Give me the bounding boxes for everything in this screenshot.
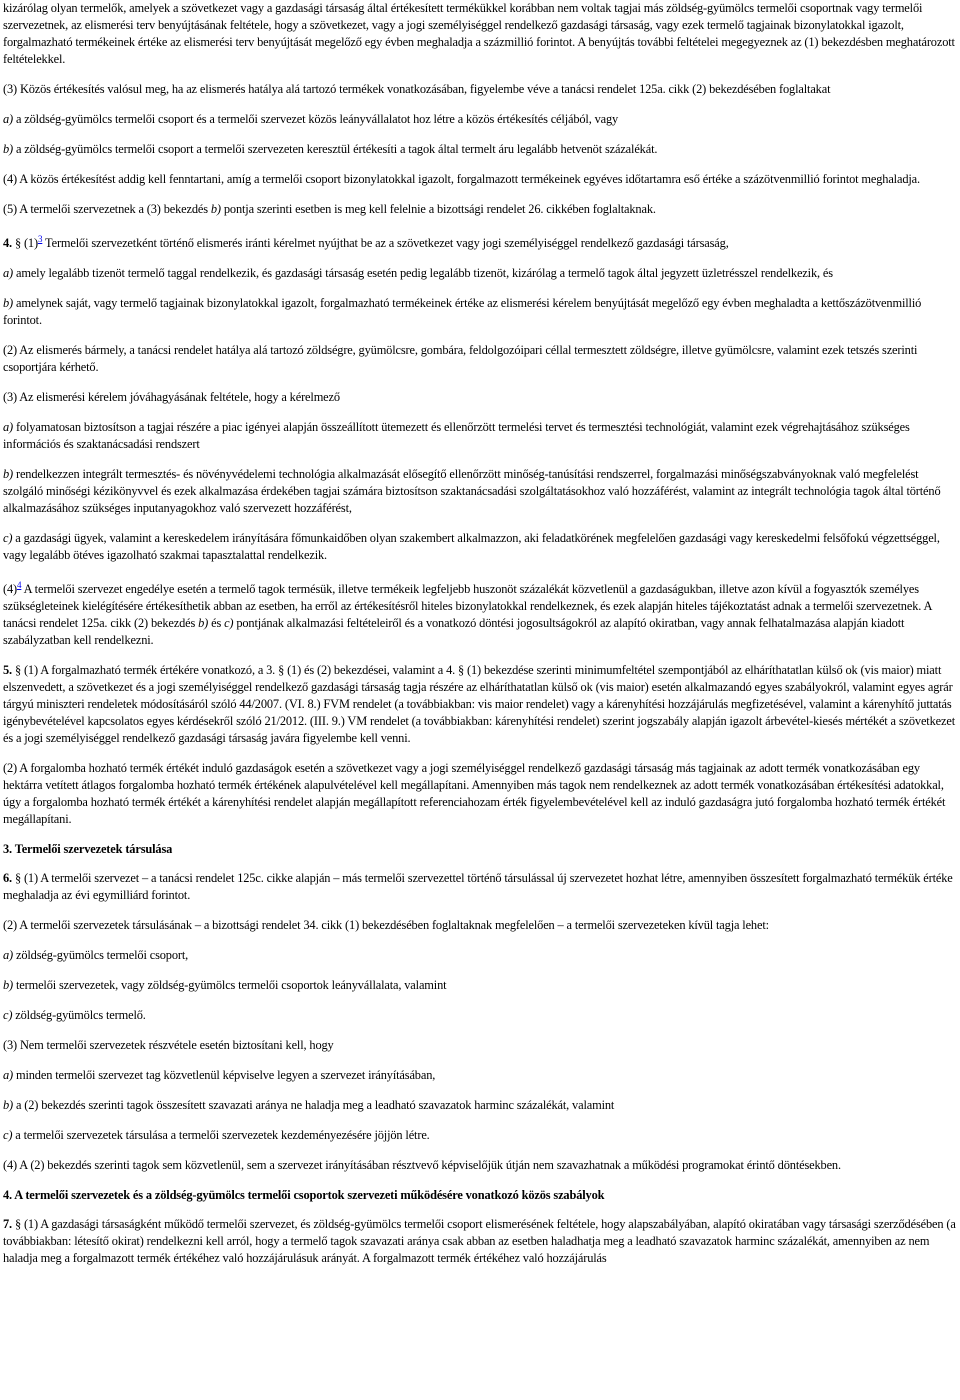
text-run: amelynek saját, vagy termelő tagjainak bizonylatokkal igazolt, forgalmazható termékeinek értéke az elismerési kérelem benyújtását megelőző egy évben meghaladta a kettőszázötvenmillió forintot. bbox=[3, 296, 922, 328]
paragraph bbox=[3, 419, 957, 453]
text-run: amely legalább tizenöt termelő taggal rendelkezik, és gazdasági társaság esetén pedig legalább tizenöt, kizárólag a termelő tagok által jegyzett üzletrésszel rendelkezik, és bbox=[13, 266, 833, 281]
text-run: § (1) A gazdasági társaságként működő termelői szervezet, és zöldség-gyümölcs termelői csoport elismerésének feltétele, hogy alapszabályában, alapító okiratában vagy társasági szerződésében (a továbbiakban: létesítő okirat) rendelkezni kell arról, hogy a termelő tagok szavazati aránya csak abban az esetben haladhatja meg a leadható szavazatok harminc százalékát, amennyiben az nem haladja meg a forgalmazott termék értékéhez való hozzájárulásuk arányát. A forgalmazott termék értékéhez való hozzájárulás bbox=[3, 1217, 956, 1266]
text-run: a gazdasági ügyek, valamint a kereskedelem irányítására főmunkaidőben olyan szakembert alkalmazzon, aki feladatkörének megfelelően gazdasági vagy kereskedelmi felsőfokú végzettséggel, vagy legalább ötéves igazolható szakmai tapasztalattal rendelkezik. bbox=[3, 531, 940, 563]
paragraph bbox=[3, 530, 957, 564]
paragraph bbox=[3, 141, 957, 158]
text-run: és bbox=[208, 616, 225, 631]
text-run: § (1) A termelői szervezet – a tanácsi rendelet 125c. cikke alapján – más termelői szervezettel történő társulással új szervezetet hozhat létre, amennyiben összesített forgalmazható termékük értéke meghaladja az évi egymilliárd forintot. bbox=[3, 871, 953, 903]
text-run: A termelői szervezet engedélye esetén a termelő tagok termésük, illetve termékeik legfeljebb huszonöt százalékát közvetlenül a gazdaságukban, illetve azon kívül a fogyasztók személyes szükségleteinek kielégítésére értékesíthetik abban az esetben, ha erről az értékesítésről hiteles bizonylatokkal rendelkeznek, és ezek alapján hiteles tájékoztatást adnak a termelői szervezetnek. A tanácsi rendelet 125a. cikk (2) bekezdés bbox=[3, 582, 932, 631]
paragraph bbox=[3, 231, 957, 252]
paragraph bbox=[3, 917, 957, 934]
paragraph bbox=[3, 1216, 957, 1267]
paragraph bbox=[3, 662, 957, 747]
text-run: § (1) A forgalmazható termék értékére vonatkozó, a 3. § (1) és (2) bekezdései, valamint a 4. § (1) bekezdése szerinti minimumfeltétel szempontjából az elháríthatatlan külső ok (vis maior) miatt elszenvedett, a szövetkezet és a jogi személyiséggel rendelkező gazdasági társaság tagja részére az elháríthatatlan külső ok (vis maior) esetén alkalmazandó egyes szabályokról, valamint egyes agrár tárgyú miniszteri rendeletek módosításáról szóló 44/2007. (VI. 8.) FVM rendelet (a továbbiakban: vis maior rendelet) vagy a kárenyhítési hozzájárulás megfizetésével, valamint a kárenyhítő juttatás igénybevételével kapcsolatos egyes kérdésekről szóló 21/2012. (III. 9.) VM rendelet (a továbbiakban: kárenyhítési rendelet) szerint jogszabály alapján igazolt árbevétel-kiesés mértékét a szövetkezet és a jogi személyiséggel rendelkező gazdasági társaság javára figyelembe kell venni. bbox=[3, 663, 955, 746]
text-run: pontja szerinti esetben is meg kell felelnie a bizottsági rendelet 26. cikkében foglaltaknak. bbox=[220, 202, 656, 216]
text-run: b) bbox=[3, 296, 14, 311]
paragraph bbox=[3, 1097, 957, 1114]
text-run: b) bbox=[3, 142, 14, 156]
text-run: b) bbox=[3, 978, 14, 993]
text-run: (4) A (2) bekezdés szerinti tagok sem közvetlenül, sem a szervezet irányításában résztvevő képviselőjük útján nem szavazhatnak a működési programokat érintő döntésekben. bbox=[3, 1158, 841, 1173]
paragraph bbox=[3, 81, 957, 98]
text-run: Termelői szervezetként történő elismerés iránti kérelmet nyújthat be az a szövetkezet vagy jogi személyiséggel rendelkező gazdasági társaság, bbox=[42, 236, 729, 251]
text-run: a termelői szervezetek társulása a termelői szervezetek kezdeményezésére jöjjön létre. bbox=[12, 1128, 430, 1143]
text-run: a) bbox=[3, 948, 14, 963]
text-run: a (2) bekezdés szerinti tagok összesített szavazati aránya ne haladja meg a leadható szavazatok harminc százalékát, valamint bbox=[13, 1098, 615, 1113]
paragraph bbox=[3, 389, 957, 406]
section-heading bbox=[3, 1187, 957, 1204]
text-run: kizárólag olyan termelők, amelyek a szövetkezet vagy a gazdasági társaság által értékesített termékükkel korábban nem voltak tagjai más zöldség-gyümölcs termelői csoportnak vagy termelői szervezetnek, az elismerési terv benyújtásának feltétele, hogy a szövetkezet, vagy a jogi személyiséggel rendelkező gazdasági társaság, vagy ezek termelő tagjainak bizonylatokkal igazolt, forgalmazható termékeinek értéke az elismerési terv benyújtását megelőző egy évben meghaladja a százmillió forintot. A benyújtás további feltételei megegyeznek az (1) bekezdésben meghatározott feltételekkel. bbox=[3, 1, 955, 66]
text-run: (2) A termelői szervezetek társulásának – a bizottsági rendelet 34. cikk (1) bekezdésében foglaltaknak megfelelően – a termelői szervezeteken kívül tagja lehet: bbox=[3, 918, 769, 933]
paragraph bbox=[3, 577, 957, 649]
paragraph bbox=[3, 171, 957, 188]
text-run: 4. A termelői szervezetek és a zöldség-gyümölcs termelői csoportok szervezeti működésére vonatkozó közös szabályok bbox=[3, 1188, 605, 1203]
text-run: c) bbox=[3, 531, 13, 546]
text-run: pontjának alkalmazási feltételeiről és a vonatkozó döntési jogosultságokról az alapító okiratban, vagy annak felhatalmazása alapján kiadott szabályzatban kell rendelkezni. bbox=[3, 616, 905, 648]
text-run: (3) Az elismerési kérelem jóváhagyásának feltétele, hogy a kérelmező bbox=[3, 390, 340, 405]
text-run: a zöldség-gyümölcs termelői csoport a termelői szervezeten keresztül értékesíti a tagok által termelt áru legalább hetvenöt százalékát. bbox=[13, 142, 658, 156]
paragraph bbox=[3, 265, 957, 282]
text-run: b) bbox=[210, 202, 221, 216]
paragraph bbox=[3, 870, 957, 904]
text-run: zöldség-gyümölcs termelő. bbox=[12, 1008, 146, 1023]
text-run: 6. bbox=[3, 871, 12, 886]
text-run: minden termelői szervezet tag közvetlenül képviselve legyen a szervezet irányításában, bbox=[13, 1068, 436, 1083]
paragraph bbox=[3, 295, 957, 329]
footnote-link[interactable]: 3 bbox=[37, 234, 43, 244]
text-run: a zöldség-gyümölcs termelői csoport és a termelői szervezet közös leányvállalatot hoz létre a közös értékesítés céljából, vagy bbox=[13, 112, 619, 126]
paragraph bbox=[3, 760, 957, 828]
text-run: zöldség-gyümölcs termelői csoport, bbox=[13, 948, 189, 963]
text-run: rendelkezzen integrált termesztés- és növényvédelemi technológia alkalmazását elősegítő ellenőrzött minőség-tanúsítási rendszerrel, forgalmazási minőségszabványoknak való megfelelést szolgáló minőségi kézikönyvvel és ezek alkalmazása érdekében tagjai számára biztosítson szaktanácsadási szolgáltatásokhoz való hozzáférést, valamint az integrált technológia tagok által történő alkalmazásához szükséges inputanyagokhoz való szervezett hozzáférést, bbox=[3, 467, 941, 516]
section-heading bbox=[3, 841, 957, 858]
text-run: (4) A közös értékesítést addig kell fenntartani, amíg a termelői csoport bizonylatokkal igazolt, forgalmazott termékeinek egyéves időtartamra eső értéke a százötvenmillió forintot meghaladja. bbox=[3, 172, 920, 186]
text-run: (3) Közös értékesítés valósul meg, ha az elismerés hatálya alá tartozó termékek vonatkozásában, figyelembe véve a tanácsi rendelet 125a. cikk (2) bekezdésében foglaltakat bbox=[3, 82, 831, 96]
paragraph bbox=[3, 1037, 957, 1054]
text-run: folyamatosan biztosítson a tagjai részére a piac igényei alapján összeállított ütemezett és ellenőrzött termelési tervet és termesztési technológiát, valamint ezek végrehajtásához szükséges információs és szaktanácsadási rendszert bbox=[3, 420, 910, 452]
text-run: b) bbox=[3, 467, 14, 482]
text-run: 5. bbox=[3, 663, 12, 678]
text-run: 3. Termelői szervezetek társulása bbox=[3, 842, 173, 857]
paragraph bbox=[3, 0, 957, 68]
text-run: 7. bbox=[3, 1217, 12, 1232]
text-run: a) bbox=[3, 266, 14, 281]
footnote-link[interactable]: 4 bbox=[17, 580, 22, 591]
paragraph bbox=[3, 342, 957, 376]
paragraph bbox=[3, 201, 957, 218]
text-run: termelői szervezetek, vagy zöldség-gyümölcs termelői csoportok leányvállalata, valamint bbox=[13, 978, 447, 993]
text-run: a) bbox=[3, 1068, 14, 1083]
text-run: (2) Az elismerés bármely, a tanácsi rendelet hatálya alá tartozó zöldségre, gyümölcsre, gombára, feldolgozóipari céllal termesztett zöldségre, illetve gyümölcsre, valamint ezek tetszés szerinti csoportjára kérhető. bbox=[3, 343, 918, 375]
text-run: (4) bbox=[3, 582, 17, 597]
text-run: 4. bbox=[3, 236, 12, 251]
paragraph bbox=[3, 466, 957, 517]
paragraph bbox=[3, 947, 957, 964]
paragraph bbox=[3, 977, 957, 994]
text-run: § (1) bbox=[12, 236, 38, 251]
paragraph bbox=[3, 1007, 957, 1024]
paragraph bbox=[3, 1127, 957, 1144]
paragraph bbox=[3, 1067, 957, 1084]
text-run: c) bbox=[3, 1008, 13, 1023]
text-run: a) bbox=[3, 420, 14, 435]
text-run: (5) A termelői szervezetnek a (3) bekezdés bbox=[3, 202, 211, 216]
text-run: (3) Nem termelői szervezetek részvétele esetén biztosítani kell, hogy bbox=[3, 1038, 334, 1053]
text-run: c) bbox=[224, 616, 234, 631]
text-run: (2) A forgalomba hozható termék értékét induló gazdaságok esetén a szövetkezet vagy a jogi személyiséggel rendelkező gazdasági társaság más tagjainak az adott termék vonatkozásában egy hektárra vetített átlagos forgalomba hozható termék értékének alapulvételével kell megállapítani. Amennyiben más tagok nem rendelkeznek az adott termék vonatkozásában értékesítési adatokkal, úgy a forgalomba hozható termék értékét a kárenyhítési rendelet alapján megállapított referenciahozam érték figyelembevételével kell az induló gazdaságra jutó forgalomba hozható termék értékét megállapítani. bbox=[3, 761, 946, 827]
paragraph bbox=[3, 111, 957, 128]
text-run: c) bbox=[3, 1128, 13, 1143]
text-run: b) bbox=[3, 1098, 14, 1113]
text-run: b) bbox=[198, 616, 209, 631]
text-run: a) bbox=[3, 112, 14, 126]
paragraph bbox=[3, 1157, 957, 1174]
